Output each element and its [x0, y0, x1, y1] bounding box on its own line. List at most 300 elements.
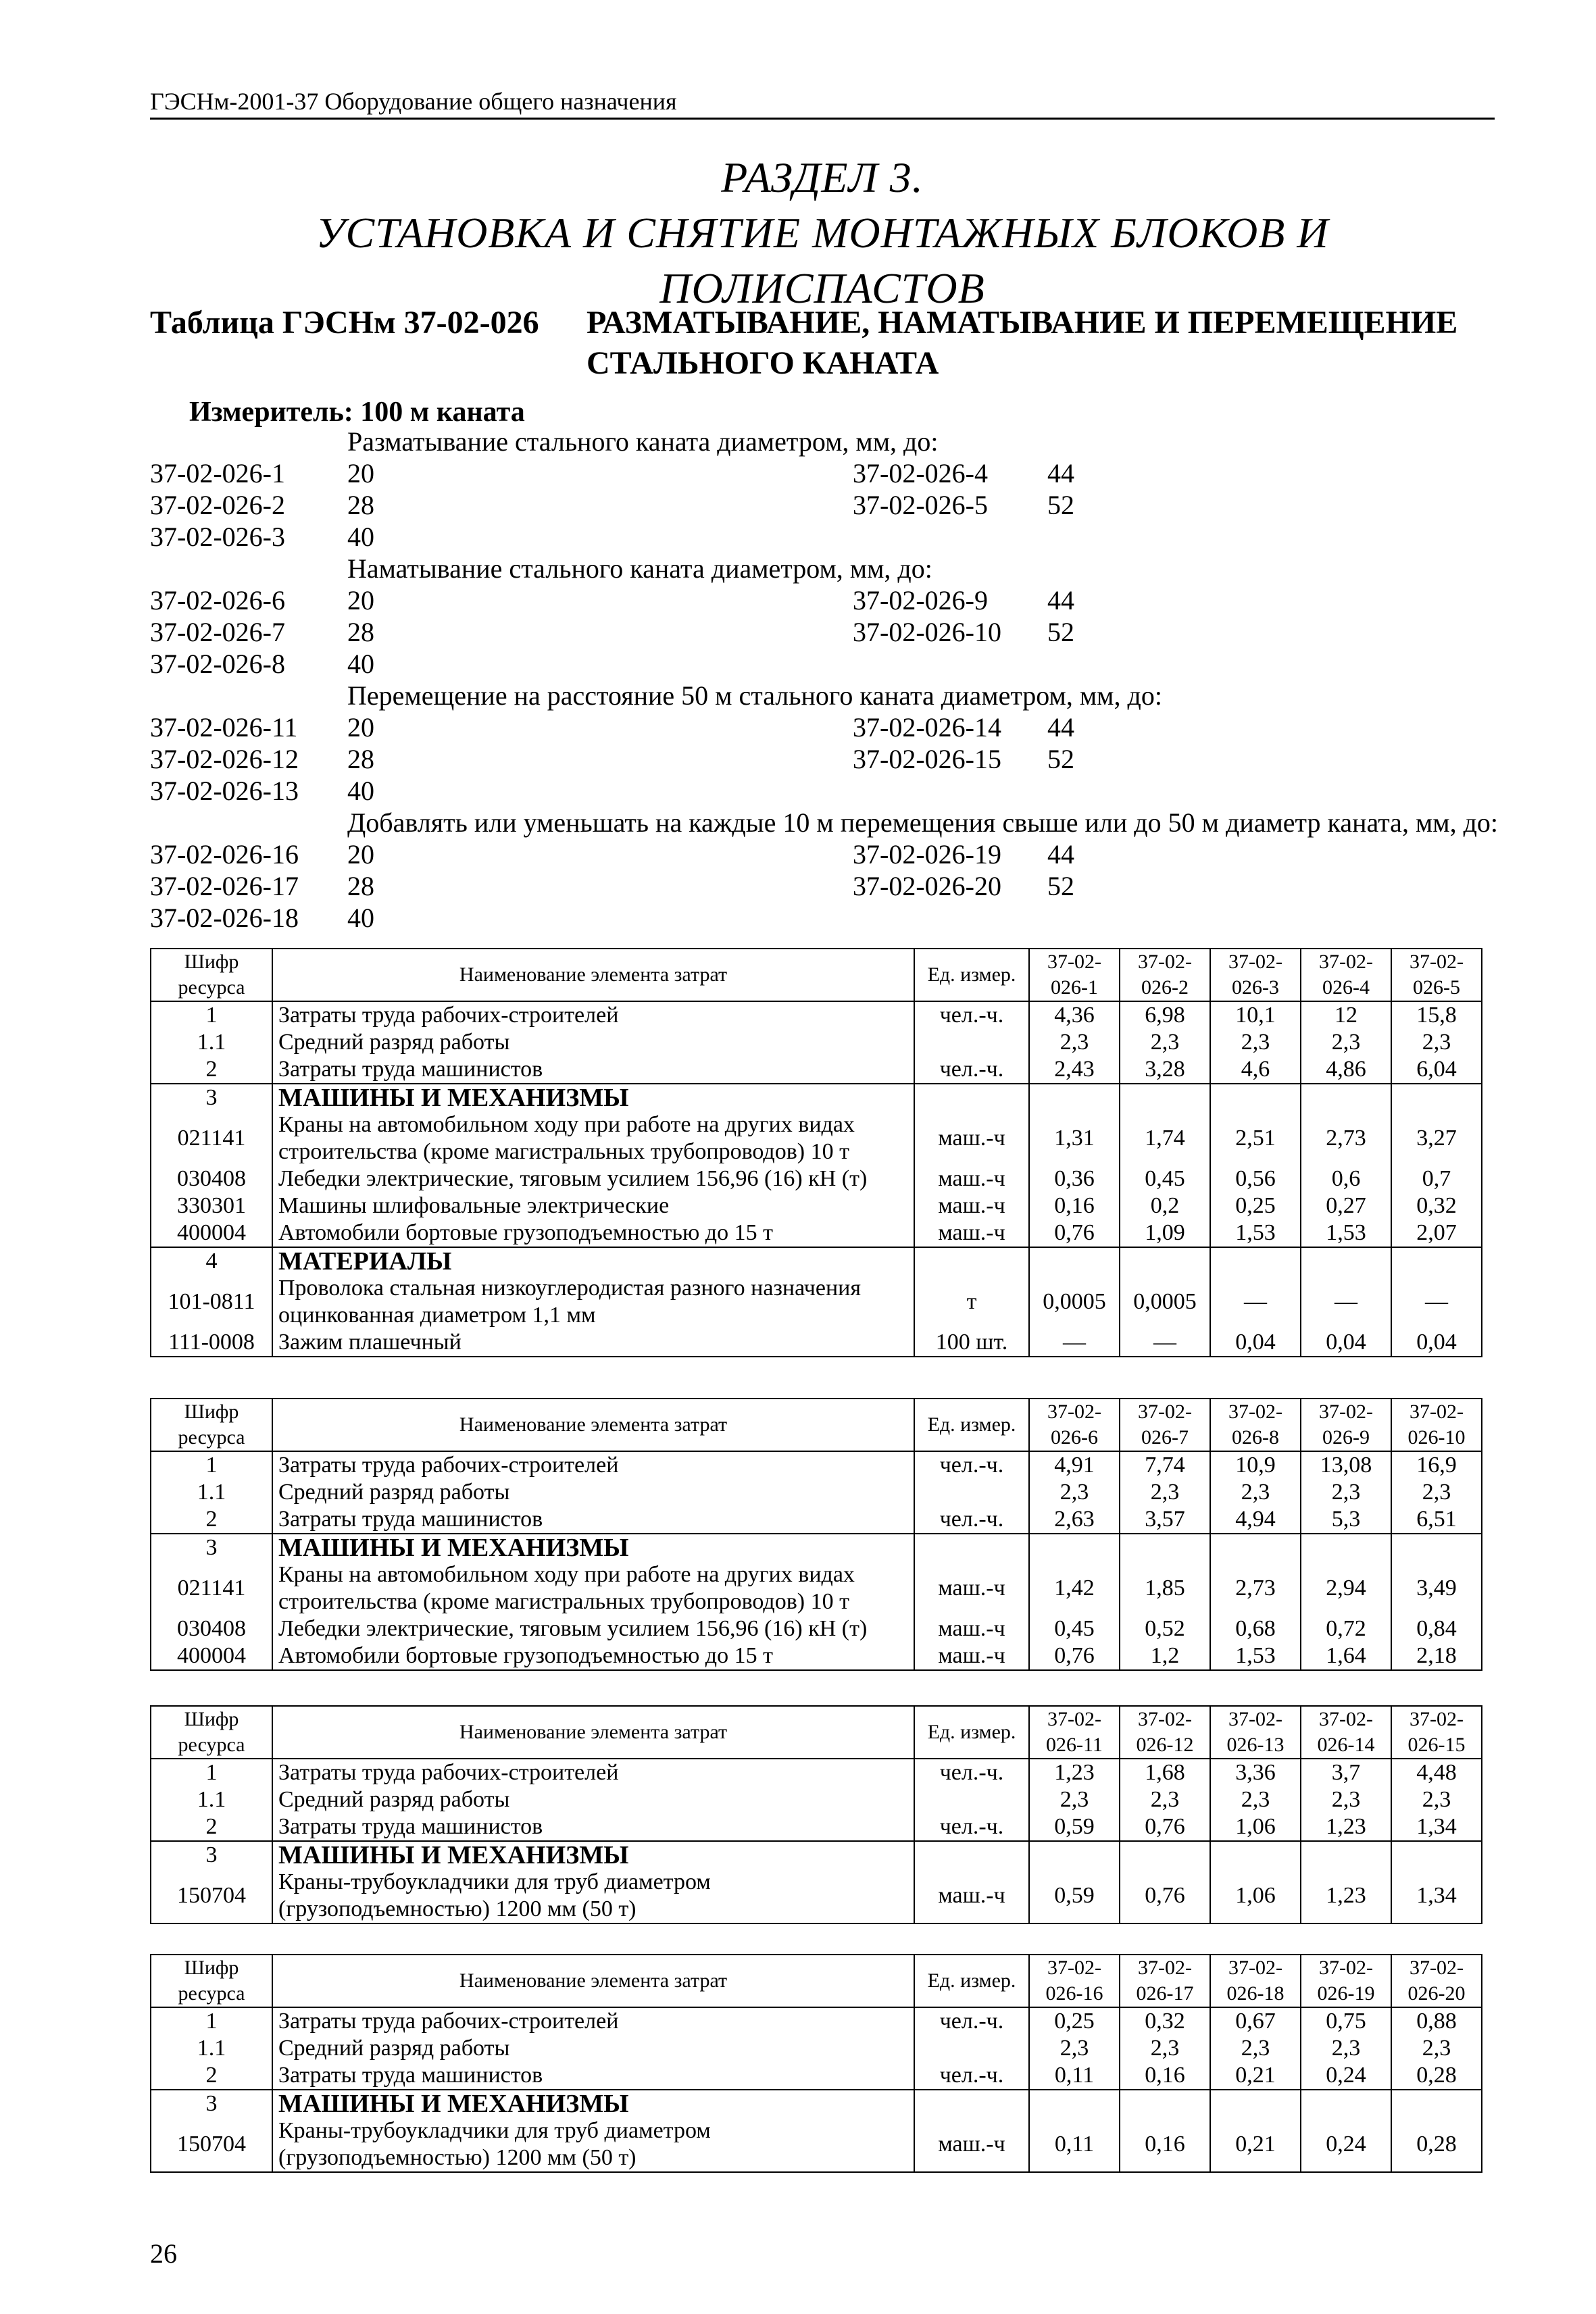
resource-name: Лебедки электрические, тяговым усилием 156,96 (16) кН (т): [272, 1615, 914, 1642]
resource-value: [1210, 1534, 1301, 1561]
resource-code: 2: [151, 2062, 272, 2090]
spec-diameter: 40: [347, 649, 374, 679]
spec-diameter: 52: [1047, 744, 1074, 774]
resource-value: —: [1301, 1275, 1391, 1329]
spec-row: [150, 489, 1501, 521]
resource-value: 1,42: [1029, 1561, 1120, 1615]
resource-name: Затраты труда рабочих-строителей: [272, 2007, 914, 2035]
resource-value: [1210, 1084, 1301, 1111]
resource-value: 2,3: [1210, 2035, 1301, 2062]
spec-code: 37-02-026-13: [150, 776, 299, 806]
spec-row: [150, 521, 1501, 553]
resource-name: Машины шлифовальные электрические: [272, 1192, 914, 1219]
resource-code: 3: [151, 1084, 272, 1111]
resource-value: 1,2: [1120, 1642, 1210, 1670]
resource-value: 0,25: [1029, 2007, 1120, 2035]
resource-name: Средний разряд работы: [272, 1479, 914, 1506]
spec-diameter: 28: [347, 617, 374, 647]
resource-value: 0,04: [1391, 1329, 1482, 1357]
resource-value: [1029, 1247, 1120, 1275]
resource-value: 0,72: [1301, 1615, 1391, 1642]
header-rate-code: 37-02- 026-20: [1391, 1955, 1482, 2007]
resource-unit: [914, 1029, 1029, 1056]
spec-row: [150, 902, 1501, 934]
table-row: [151, 1056, 1482, 1084]
resource-value: 2,3: [1391, 1786, 1482, 1813]
resource-value: 1,31: [1029, 1111, 1120, 1165]
resource-table: [150, 1398, 1482, 1671]
spec-code: 37-02-026-4: [853, 458, 988, 488]
resource-value: 2,3: [1210, 1786, 1301, 1813]
resource-value: 0,6: [1301, 1165, 1391, 1192]
header-code: Шифр ресурса: [151, 1955, 272, 2007]
resource-value: 0,76: [1029, 1219, 1120, 1247]
spec-row: [150, 711, 1501, 743]
resource-value: 0,52: [1120, 1615, 1210, 1642]
spec-group-heading: [150, 807, 1501, 838]
resource-code: 101-0811: [151, 1275, 272, 1329]
resource-value: 2,3: [1301, 1029, 1391, 1056]
resource-name: МАШИНЫ И МЕХАНИЗМЫ: [272, 1084, 914, 1111]
resource-unit: чел.-ч.: [914, 2062, 1029, 2090]
resource-value: [1391, 1534, 1482, 1561]
resource-value: [1301, 1247, 1391, 1275]
table-row: [151, 1451, 1482, 1479]
resource-value: 0,84: [1391, 1615, 1482, 1642]
resource-value: 2,94: [1301, 1561, 1391, 1615]
table-title-line-2: СТАЛЬНОГО КАНАТА: [587, 345, 939, 381]
table-row: [151, 1001, 1482, 1029]
resource-value: [1301, 1084, 1391, 1111]
resource-value: 4,91: [1029, 1451, 1120, 1479]
resource-unit: маш.-ч: [914, 1111, 1029, 1165]
resource-value: [1120, 1534, 1210, 1561]
header-unit: Ед. измер.: [914, 949, 1029, 1001]
resource-unit: чел.-ч.: [914, 1759, 1029, 1786]
header-rate-code: 37-02- 026-14: [1301, 1706, 1391, 1759]
resource-name: Лебедки электрические, тяговым усилием 156,96 (16) кН (т): [272, 1165, 914, 1192]
header-rate-code: 37-02- 026-13: [1210, 1706, 1301, 1759]
resource-value: [1120, 1247, 1210, 1275]
spec-row: [150, 648, 1501, 680]
resource-name: Средний разряд работы: [272, 2035, 914, 2062]
resource-table: [150, 948, 1482, 1357]
spec-row: [150, 775, 1501, 807]
resource-value: 2,3: [1120, 2035, 1210, 2062]
resource-name: Краны-трубоукладчики для труб диаметром (грузоподъемностью) 1200 мм (50 т): [272, 1869, 914, 1923]
spec-diameter: 20: [347, 839, 374, 870]
header-rate-code: 37-02- 026-8: [1210, 1399, 1301, 1451]
resource-value: 2,3: [1391, 1029, 1482, 1056]
header-rate-code: 37-02- 026-16: [1029, 1955, 1120, 2007]
resource-value: 1,23: [1301, 1869, 1391, 1923]
resource-code: 030408: [151, 1615, 272, 1642]
resource-value: 1,34: [1391, 1869, 1482, 1923]
resource-value: 0,0005: [1029, 1275, 1120, 1329]
header-rate-code: 37-02- 026-4: [1301, 949, 1391, 1001]
resource-name: Зажим плашечный: [272, 1329, 914, 1357]
resource-value: 0,24: [1301, 2117, 1391, 2172]
spec-code: 37-02-026-12: [150, 744, 299, 774]
resource-code: 150704: [151, 1869, 272, 1923]
resource-value: —: [1210, 1275, 1301, 1329]
spec-diameter: 44: [1047, 585, 1074, 615]
meter: Измеритель: 100 м каната: [189, 397, 525, 428]
table-row: [151, 1192, 1482, 1219]
spec-code: 37-02-026-3: [150, 522, 285, 552]
resource-code: 111-0008: [151, 1329, 272, 1357]
spec-code: 37-02-026-1: [150, 458, 285, 488]
resource-value: [1391, 1247, 1482, 1275]
resource-value: 0,45: [1029, 1615, 1120, 1642]
spec-diameter: 40: [347, 522, 374, 552]
resource-value: [1029, 1084, 1120, 1111]
resource-name: МАШИНЫ И МЕХАНИЗМЫ: [272, 2090, 914, 2117]
spec-code: 37-02-026-7: [150, 617, 285, 647]
resource-name: Затраты труда рабочих-строителей: [272, 1001, 914, 1029]
header-name: Наименование элемента затрат: [272, 1706, 914, 1759]
resource-unit: 100 шт.: [914, 1329, 1029, 1357]
resource-unit: маш.-ч: [914, 2117, 1029, 2172]
resource-value: 0,21: [1210, 2117, 1301, 2172]
spec-diameter: 40: [347, 776, 374, 806]
resource-value: [1301, 1841, 1391, 1869]
resource-value: 7,74: [1120, 1451, 1210, 1479]
resource-code: 021141: [151, 1561, 272, 1615]
resource-value: 4,86: [1301, 1056, 1391, 1084]
header-rate-code: 37-02- 026-19: [1301, 1955, 1391, 2007]
resource-value: 2,43: [1029, 1056, 1120, 1084]
resource-value: 0,16: [1029, 1192, 1120, 1219]
resource-code: 3: [151, 1534, 272, 1561]
resource-value: 16,9: [1391, 1451, 1482, 1479]
header-rate-code: 37-02- 026-17: [1120, 1955, 1210, 2007]
resource-unit: чел.-ч.: [914, 2007, 1029, 2035]
table-group-row: [151, 1084, 1482, 1111]
resource-name: Средний разряд работы: [272, 1786, 914, 1813]
resource-value: 2,3: [1029, 1029, 1120, 1056]
table-group-row: [151, 1247, 1482, 1275]
resource-code: 330301: [151, 1192, 272, 1219]
resource-value: 2,63: [1029, 1506, 1120, 1534]
resource-value: 10,9: [1210, 1451, 1301, 1479]
table-row: [151, 1869, 1482, 1923]
resource-value: 3,49: [1391, 1561, 1482, 1615]
resource-unit: чел.-ч.: [914, 1056, 1029, 1084]
resource-value: 3,27: [1391, 1111, 1482, 1165]
resource-value: —: [1391, 1275, 1482, 1329]
header-code: Шифр ресурса: [151, 1706, 272, 1759]
header-code: Шифр ресурса: [151, 949, 272, 1001]
resource-name: Затраты труда машинистов: [272, 1813, 914, 1841]
spec-row: [150, 870, 1501, 902]
resource-code: 1.1: [151, 2035, 272, 2062]
table-row: [151, 2062, 1482, 2090]
resource-unit: [914, 1084, 1029, 1111]
spec-row: [150, 457, 1501, 489]
table-id: Таблица ГЭСНм 37-02-026: [150, 305, 539, 341]
spec-code: 37-02-026-18: [150, 903, 299, 933]
resource-value: 2,3: [1301, 1786, 1391, 1813]
resource-value: 0,04: [1210, 1329, 1301, 1357]
table-row: [151, 1642, 1482, 1670]
resource-value: 4,6: [1210, 1056, 1301, 1084]
resource-name: Затраты труда машинистов: [272, 2062, 914, 2090]
header-rate-code: 37-02- 026-5: [1391, 949, 1482, 1001]
table-row: [151, 1029, 1482, 1056]
resource-code: 3: [151, 1841, 272, 1869]
resource-value: [1391, 1841, 1482, 1869]
spec-diameter: 20: [347, 712, 374, 743]
resource-value: 0,21: [1210, 2062, 1301, 2090]
resource-code: 150704: [151, 2117, 272, 2172]
spec-code: 37-02-026-6: [150, 585, 285, 615]
resource-value: 2,07: [1391, 1219, 1482, 1247]
resource-value: [1120, 1084, 1210, 1111]
resource-value: 0,16: [1120, 2062, 1210, 2090]
spec-row: [150, 838, 1501, 870]
resource-value: 0,76: [1120, 1813, 1210, 1841]
resource-value: 13,08: [1301, 1451, 1391, 1479]
spec-diameter: 20: [347, 585, 374, 615]
resource-value: 0,32: [1391, 1192, 1482, 1219]
spec-code: 37-02-026-20: [853, 871, 1001, 901]
resource-table: [150, 1705, 1482, 1924]
spec-heading-text: Перемещение на расстояние 50 м стального каната диаметром, мм, до:: [347, 680, 1162, 711]
table-row: [151, 1275, 1482, 1329]
resource-value: 0,7: [1391, 1165, 1482, 1192]
resource-value: 0,76: [1029, 1642, 1120, 1670]
resource-value: 1,23: [1301, 1813, 1391, 1841]
resource-name: Затраты труда рабочих-строителей: [272, 1759, 914, 1786]
resource-value: 3,57: [1120, 1506, 1210, 1534]
resource-code: 400004: [151, 1219, 272, 1247]
table-row: [151, 1329, 1482, 1357]
section-title: [150, 150, 1495, 316]
resource-code: 1: [151, 2007, 272, 2035]
resource-value: 2,3: [1210, 1479, 1301, 1506]
resource-value: 0,76: [1120, 1869, 1210, 1923]
spec-heading-text: Добавлять или уменьшать на каждые 10 м перемещения свыше или до 50 м диаметр каната, мм, до:: [347, 807, 1499, 838]
resource-code: 1.1: [151, 1479, 272, 1506]
resource-code: 1.1: [151, 1029, 272, 1056]
resource-value: 2,18: [1391, 1642, 1482, 1670]
resource-value: 2,3: [1029, 2035, 1120, 2062]
resource-value: 5,3: [1301, 1506, 1391, 1534]
resource-value: 2,3: [1301, 1479, 1391, 1506]
spec-diameter: 40: [347, 903, 374, 933]
resource-unit: [914, 1534, 1029, 1561]
resource-value: 0,24: [1301, 2062, 1391, 2090]
resource-value: 1,06: [1210, 1813, 1301, 1841]
table-row: [151, 1615, 1482, 1642]
resource-unit: маш.-ч: [914, 1165, 1029, 1192]
header-rate-code: 37-02- 026-7: [1120, 1399, 1210, 1451]
resource-name: Затраты труда рабочих-строителей: [272, 1451, 914, 1479]
resource-value: —: [1029, 1329, 1120, 1357]
resource-code: 2: [151, 1813, 272, 1841]
resource-value: [1120, 2090, 1210, 2117]
table-row: [151, 1479, 1482, 1506]
section-title-line-1: РАЗДЕЛ 3.: [721, 153, 924, 201]
resource-value: 0,28: [1391, 2062, 1482, 2090]
resource-value: 3,36: [1210, 1759, 1301, 1786]
resource-value: 0,36: [1029, 1165, 1120, 1192]
header-rate-code: 37-02- 026-15: [1391, 1706, 1482, 1759]
spec-code: 37-02-026-15: [853, 744, 1001, 774]
resource-code: 1: [151, 1001, 272, 1029]
resource-value: [1391, 2090, 1482, 2117]
resource-value: 0,16: [1120, 2117, 1210, 2172]
spec-diameter: 44: [1047, 458, 1074, 488]
table-header-row: [151, 1399, 1482, 1451]
resource-value: 0,2: [1120, 1192, 1210, 1219]
resource-name: МАШИНЫ И МЕХАНИЗМЫ: [272, 1534, 914, 1561]
resource-value: 0,04: [1301, 1329, 1391, 1357]
resource-value: 1,53: [1301, 1219, 1391, 1247]
resource-name: Автомобили бортовые грузоподъемностью до 15 т: [272, 1219, 914, 1247]
resource-value: [1029, 2090, 1120, 2117]
table-row: [151, 1219, 1482, 1247]
resource-unit: т: [914, 1275, 1029, 1329]
resource-value: 1,53: [1210, 1219, 1301, 1247]
resource-name: МАШИНЫ И МЕХАНИЗМЫ: [272, 1841, 914, 1869]
resource-value: 4,94: [1210, 1506, 1301, 1534]
header-name: Наименование элемента затрат: [272, 1955, 914, 2007]
table-row: [151, 1759, 1482, 1786]
resource-unit: [914, 1479, 1029, 1506]
table-row: [151, 2117, 1482, 2172]
resource-value: 1,74: [1120, 1111, 1210, 1165]
resource-value: 10,1: [1210, 1001, 1301, 1029]
resource-unit: [914, 1841, 1029, 1869]
resource-code: 021141: [151, 1111, 272, 1165]
resource-value: 0,28: [1391, 2117, 1482, 2172]
resource-value: 4,48: [1391, 1759, 1482, 1786]
resource-value: 0,45: [1120, 1165, 1210, 1192]
resource-value: 0,32: [1120, 2007, 1210, 2035]
spec-code: 37-02-026-2: [150, 490, 285, 520]
spec-heading-text: Наматывание стального каната диаметром, мм, до:: [347, 553, 932, 584]
table-row: [151, 1813, 1482, 1841]
resource-unit: чел.-ч.: [914, 1001, 1029, 1029]
resource-code: 2: [151, 1056, 272, 1084]
resource-value: 2,3: [1029, 1786, 1120, 1813]
header-name: Наименование элемента затрат: [272, 949, 914, 1001]
header-rate-code: 37-02- 026-6: [1029, 1399, 1120, 1451]
resource-name: Краны-трубоукладчики для труб диаметром (грузоподъемностью) 1200 мм (50 т): [272, 2117, 914, 2172]
resource-value: 2,73: [1301, 1111, 1391, 1165]
header-rate-code: 37-02- 026-12: [1120, 1706, 1210, 1759]
spec-group-heading: [150, 680, 1501, 711]
resource-value: 2,3: [1120, 1029, 1210, 1056]
resource-value: 0,27: [1301, 1192, 1391, 1219]
resource-value: 0,0005: [1120, 1275, 1210, 1329]
resource-value: 0,75: [1301, 2007, 1391, 2035]
spec-diameter: 28: [347, 744, 374, 774]
resource-code: 1.1: [151, 1786, 272, 1813]
header-rate-code: 37-02- 026-10: [1391, 1399, 1482, 1451]
table-row: [151, 2035, 1482, 2062]
spec-row: [150, 616, 1501, 648]
resource-value: 2,73: [1210, 1561, 1301, 1615]
header-unit: Ед. измер.: [914, 1706, 1029, 1759]
resource-value: 6,98: [1120, 1001, 1210, 1029]
resource-value: —: [1120, 1329, 1210, 1357]
table-row: [151, 1506, 1482, 1534]
resource-value: 1,53: [1210, 1642, 1301, 1670]
resource-code: 030408: [151, 1165, 272, 1192]
resource-name: Краны на автомобильном ходу при работе на других видах строительства (кроме магистральных трубопроводов) 10 т: [272, 1111, 914, 1165]
resource-unit: чел.-ч.: [914, 1451, 1029, 1479]
resource-value: 2,3: [1120, 1786, 1210, 1813]
resource-value: 0,25: [1210, 1192, 1301, 1219]
header-rate-code: 37-02- 026-3: [1210, 949, 1301, 1001]
table-title-line-1: РАЗМАТЫВАНИЕ, НАМАТЫВАНИЕ И ПЕРЕМЕЩЕНИЕ: [587, 305, 1458, 341]
table-header-row: [151, 949, 1482, 1001]
spec-code: 37-02-026-19: [853, 839, 1001, 870]
header-unit: Ед. измер.: [914, 1955, 1029, 2007]
resource-value: [1210, 2090, 1301, 2117]
resource-value: 1,09: [1120, 1219, 1210, 1247]
resource-unit: чел.-ч.: [914, 1813, 1029, 1841]
resource-name: Средний разряд работы: [272, 1029, 914, 1056]
resource-value: 0,59: [1029, 1869, 1120, 1923]
spec-diameter: 52: [1047, 490, 1074, 520]
table-row: [151, 1561, 1482, 1615]
resource-value: 4,36: [1029, 1001, 1120, 1029]
spec-code: 37-02-026-10: [853, 617, 1001, 647]
resource-unit: маш.-ч: [914, 1219, 1029, 1247]
section-title-line-3: ПОЛИСПАСТОВ: [659, 264, 985, 312]
resource-value: [1301, 1534, 1391, 1561]
resource-unit: маш.-ч: [914, 1615, 1029, 1642]
resource-value: 1,64: [1301, 1642, 1391, 1670]
resource-value: 0,59: [1029, 1813, 1120, 1841]
spec-diameter: 28: [347, 490, 374, 520]
resource-unit: маш.-ч: [914, 1561, 1029, 1615]
header-rate-code: 37-02- 026-11: [1029, 1706, 1120, 1759]
spec-group-heading: [150, 426, 1501, 457]
spec-code: 37-02-026-8: [150, 649, 285, 679]
spec-diameter: 20: [347, 458, 374, 488]
resource-code: 2: [151, 1506, 272, 1534]
resource-table: [150, 1954, 1482, 2173]
header-code: Шифр ресурса: [151, 1399, 272, 1451]
resource-value: 2,3: [1029, 1479, 1120, 1506]
resource-value: [1301, 2090, 1391, 2117]
spec-code: 37-02-026-11: [150, 712, 298, 743]
table-row: [151, 1165, 1482, 1192]
resource-code: 1: [151, 1451, 272, 1479]
resource-unit: чел.-ч.: [914, 1506, 1029, 1534]
spec-diameter: 44: [1047, 839, 1074, 870]
header-rate-code: 37-02- 026-1: [1029, 949, 1120, 1001]
page-number: 26: [150, 2238, 177, 2269]
spec-code: 37-02-026-9: [853, 585, 988, 615]
resource-value: 2,3: [1391, 1479, 1482, 1506]
resource-unit: маш.-ч: [914, 1642, 1029, 1670]
resource-code: 400004: [151, 1642, 272, 1670]
spec-code: 37-02-026-5: [853, 490, 988, 520]
spec-list: [150, 426, 1501, 934]
resource-value: 3,28: [1120, 1056, 1210, 1084]
spec-row: [150, 743, 1501, 775]
resource-code: 3: [151, 2090, 272, 2117]
table-row: [151, 1786, 1482, 1813]
resource-code: 4: [151, 1247, 272, 1275]
resource-unit: [914, 1786, 1029, 1813]
